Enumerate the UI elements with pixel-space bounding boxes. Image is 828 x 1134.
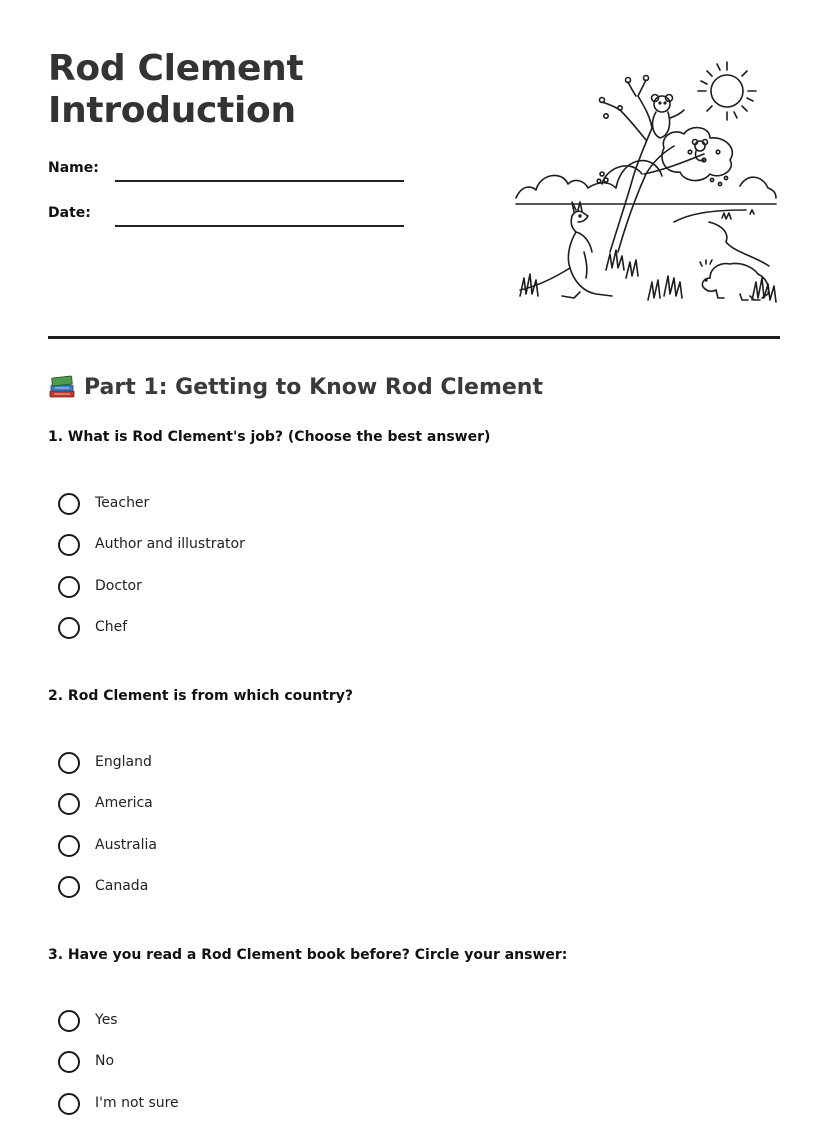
option-chef[interactable]: [48, 617, 648, 658]
option-label: Teacher: [95, 495, 150, 511]
option-teacher[interactable]: [48, 493, 648, 534]
date-label: Date:: [48, 205, 91, 221]
question-1: [48, 427, 780, 636]
radio-button[interactable]: [58, 793, 80, 815]
option-label: Author and illustrator: [95, 536, 245, 553]
option-author-illustrator[interactable]: [48, 534, 648, 575]
date-input-line[interactable]: [115, 225, 404, 227]
title-line-2: Introduction: [48, 90, 296, 131]
radio-button[interactable]: [58, 835, 80, 857]
option-england[interactable]: [48, 752, 648, 793]
radio-button[interactable]: [58, 1051, 80, 1073]
option-doctor[interactable]: [48, 576, 648, 617]
radio-button[interactable]: [58, 534, 80, 556]
option-label: America: [95, 795, 153, 812]
radio-button[interactable]: [58, 1093, 80, 1115]
question-text: 1. What is Rod Clement's job? (Choose the best answer): [48, 429, 491, 445]
option-canada[interactable]: [48, 876, 648, 917]
answer-options: [48, 752, 648, 918]
option-no[interactable]: [48, 1051, 648, 1092]
radio-button[interactable]: [58, 617, 80, 639]
option-label: Yes: [95, 1012, 118, 1028]
name-label: Name:: [48, 160, 99, 176]
question-text: 3. Have you read a Rod Clement book before? Circle your answer:: [48, 947, 568, 963]
option-label: I'm not sure: [95, 1094, 179, 1111]
answer-options: [48, 493, 648, 659]
sun-icon: [698, 62, 756, 120]
option-yes[interactable]: [48, 1010, 648, 1051]
name-input-line[interactable]: [115, 180, 404, 182]
name-field: [48, 160, 408, 190]
question-text: 2. Rod Clement is from which country?: [48, 688, 354, 704]
books-icon: [48, 373, 76, 399]
section-title-text: Part 1: Getting to Know Rod Clement: [84, 375, 543, 400]
date-field: [48, 205, 408, 235]
option-label: Doctor: [95, 577, 142, 594]
question-3: [48, 945, 780, 1111]
option-label: Chef: [95, 619, 128, 636]
header-divider: [48, 336, 780, 339]
answer-options: [48, 1010, 648, 1134]
radio-button[interactable]: [58, 493, 80, 515]
option-america[interactable]: [48, 793, 648, 834]
radio-button[interactable]: [58, 1010, 80, 1032]
radio-button[interactable]: [58, 752, 80, 774]
australian-outback-illustration: [514, 56, 780, 306]
option-not-sure[interactable]: [48, 1093, 648, 1134]
option-label: England: [95, 754, 152, 770]
worksheet-page: [48, 0, 780, 1118]
option-label: Australia: [95, 836, 157, 853]
section-title: [48, 372, 543, 404]
radio-button[interactable]: [58, 576, 80, 598]
option-label: Canada: [95, 878, 149, 895]
option-label: No: [95, 1053, 115, 1070]
option-australia[interactable]: [48, 835, 648, 876]
title-line-1: Rod Clement: [48, 48, 304, 89]
question-2: [48, 686, 780, 895]
page-title: [48, 48, 303, 132]
radio-button[interactable]: [58, 876, 80, 898]
kangaroo-icon: [520, 202, 612, 298]
